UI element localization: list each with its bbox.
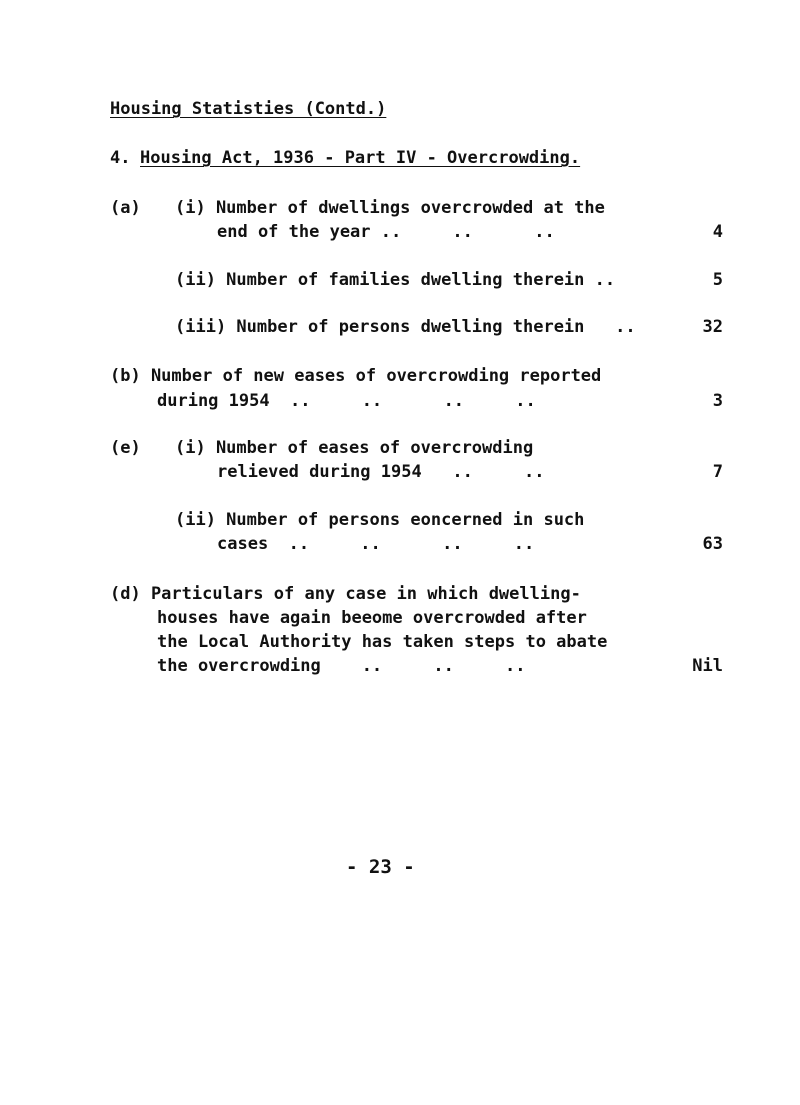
item-a-ii-text: (ii) Number of families dwelling therein ..	[175, 270, 616, 290]
page-number: - 23 -	[346, 856, 415, 878]
section-title: Housing Act, 1936 - Part IV - Overcrowding.	[140, 148, 581, 168]
item-d-value: Nil	[692, 656, 723, 676]
item-c-i-line2: relieved during 1954 .. ..	[217, 462, 545, 482]
item-d-line3: the Local Authority has taken steps to abate	[157, 632, 608, 652]
section-number: 4.	[110, 148, 131, 168]
item-c-ii-line2: cases .. .. .. ..	[217, 534, 535, 554]
page-heading: Housing Statisties (Contd.)	[110, 99, 387, 119]
item-a-i-line2: end of the year .. .. ..	[217, 222, 555, 242]
item-c-i-value: 7	[712, 462, 723, 482]
item-a-iii-value: 32	[702, 317, 723, 337]
item-c-ii-line1: (ii) Number of persons eoncerned in such	[175, 510, 585, 530]
item-a-label: (a)	[110, 198, 141, 218]
item-d-line4: the overcrowding .. .. ..	[157, 656, 526, 676]
item-b-value: 3	[712, 391, 723, 411]
item-b-line1: (b) Number of new eases of overcrowding reported	[110, 366, 602, 386]
item-d-line1: (d) Particulars of any case in which dwelling-	[110, 584, 581, 604]
item-b-line2: during 1954 .. .. .. ..	[157, 391, 536, 411]
item-a-ii-value: 5	[712, 270, 723, 290]
item-d-line2: houses have again beeome overcrowded after	[157, 608, 587, 628]
item-a-i-line1: (i) Number of dwellings overcrowded at the	[175, 198, 605, 218]
item-a-i-value: 4	[712, 222, 723, 242]
item-c-label: (e)	[110, 438, 141, 458]
item-a-iii-text: (iii) Number of persons dwelling therein ..	[175, 317, 636, 337]
item-c-ii-value: 63	[702, 534, 723, 554]
item-c-i-line1: (i) Number of eases of overcrowding	[175, 438, 534, 458]
